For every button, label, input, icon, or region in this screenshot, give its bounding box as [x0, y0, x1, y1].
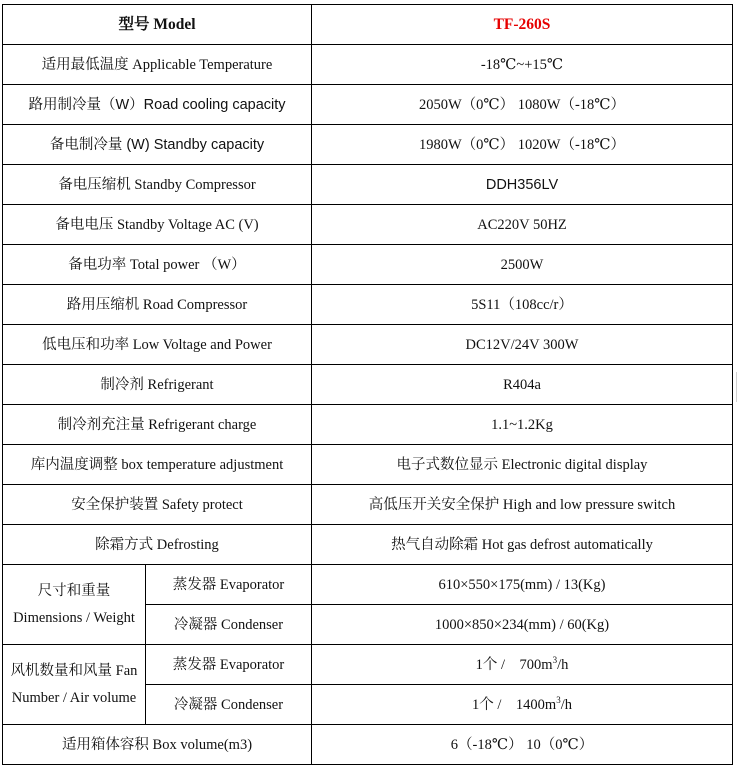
dimensions-evaporator-label: 蒸发器 Evaporator	[146, 565, 312, 605]
fans-evaporator-label: 蒸发器 Evaporator	[146, 645, 312, 685]
row-value: 2050W（0℃） 1080W（-18℃）	[312, 85, 733, 125]
table-row	[3, 125, 733, 165]
row-value: AC220V 50HZ	[312, 205, 733, 245]
fans-condenser-label: 冷凝器 Condenser	[146, 685, 312, 725]
dimensions-condenser-value: 1000×850×234(mm) / 60(Kg)	[312, 605, 733, 645]
row-value: DC12V/24V 300W	[312, 325, 733, 365]
row-label: 备电压缩机 Standby Compressor	[3, 165, 312, 205]
row-label: 路用制冷量（W）Road cooling capacity	[3, 85, 312, 125]
spec-table-container	[2, 4, 733, 765]
table-row	[3, 525, 733, 565]
header-row	[3, 5, 733, 45]
table-row	[3, 725, 733, 765]
row-value: -18℃~+15℃	[312, 45, 733, 85]
table-row	[3, 365, 733, 405]
row-label: 适用最低温度 Applicable Temperature	[3, 45, 312, 85]
fans-condenser-value: 1个 / $1400m^3/h$	[312, 685, 733, 725]
table-row	[3, 405, 733, 445]
table-row	[3, 325, 733, 365]
row-value: R404a	[312, 365, 733, 405]
row-label: 低电压和功率 Low Voltage and Power	[3, 325, 312, 365]
table-row	[3, 205, 733, 245]
table-row	[3, 165, 733, 205]
spec-table	[2, 4, 733, 765]
row-label: 备电制冷量 (W) Standby capacity	[3, 125, 312, 165]
table-row	[3, 285, 733, 325]
row-label: 适用箱体容积 Box volume(m3)	[3, 725, 312, 765]
row-value: 热气自动除霜 Hot gas defrost automatically	[312, 525, 733, 565]
model-name: TF-260S	[312, 5, 733, 45]
table-row	[3, 45, 733, 85]
row-value: 电子式数位显示 Electronic digital display	[312, 445, 733, 485]
dimensions-evaporator-value: 610×550×175(mm) / 13(Kg)	[312, 565, 733, 605]
table-row	[3, 245, 733, 285]
table-row	[3, 485, 733, 525]
row-label: 除霜方式 Defrosting	[3, 525, 312, 565]
row-value: 1980W（0℃） 1020W（-18℃）	[312, 125, 733, 165]
dimensions-row-evaporator	[3, 565, 733, 605]
header-label: 型号 Model	[3, 5, 312, 45]
row-value: 5S11（108cc/r）	[312, 285, 733, 325]
row-value: DDH356LV	[312, 165, 733, 205]
row-label: 制冷剂 Refrigerant	[3, 365, 312, 405]
row-label: 制冷剂充注量 Refrigerant charge	[3, 405, 312, 445]
table-row	[3, 445, 733, 485]
row-label: 库内温度调整 box temperature adjustment	[3, 445, 312, 485]
row-label: 备电功率 Total power （W）	[3, 245, 312, 285]
row-value: 6（-18℃） 10（0℃）	[312, 725, 733, 765]
dimensions-label: 尺寸和重量 Dimensions / Weight	[3, 565, 146, 645]
row-label: 路用压缩机 Road Compressor	[3, 285, 312, 325]
fans-row-evaporator	[3, 645, 733, 685]
fans-evaporator-value: 1个 / $700m^3/h$	[312, 645, 733, 685]
row-label: 备电电压 Standby Voltage AC (V)	[3, 205, 312, 245]
page-edge-mark	[736, 372, 740, 402]
row-value: 1.1~1.2Kg	[312, 405, 733, 445]
row-label: 安全保护装置 Safety protect	[3, 485, 312, 525]
table-row	[3, 85, 733, 125]
row-value: 高低压开关安全保护 High and low pressure switch	[312, 485, 733, 525]
dimensions-condenser-label: 冷凝器 Condenser	[146, 605, 312, 645]
row-value: 2500W	[312, 245, 733, 285]
fans-label: 风机数量和风量 Fan Number / Air volume	[3, 645, 146, 725]
